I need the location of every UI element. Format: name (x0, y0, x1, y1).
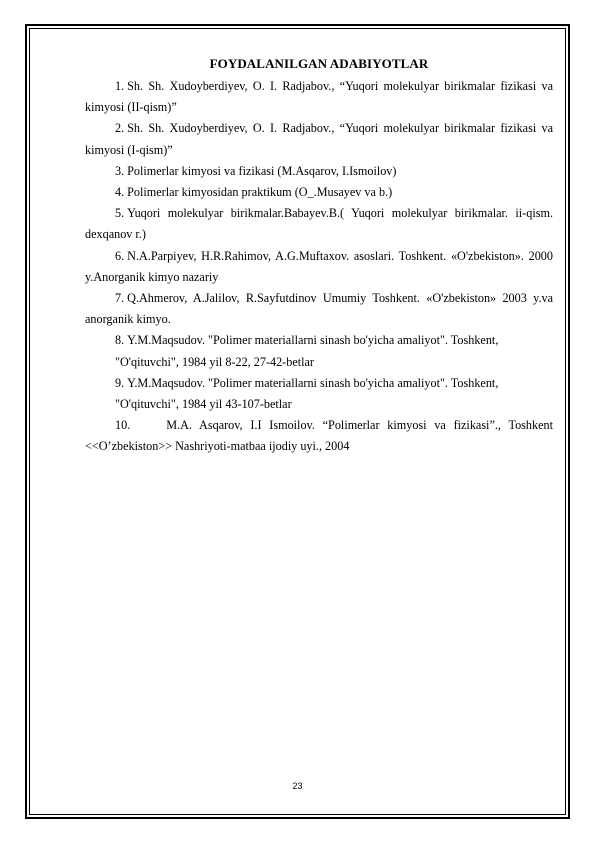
reference-number: 4. (115, 185, 125, 200)
page-number: 23 (292, 781, 303, 791)
reference-item (85, 246, 553, 288)
reference-number: 1. (115, 79, 125, 93)
reference-continuation: "O'qituvchi", 1984 yil 8-22, 27-42-betlar (115, 354, 314, 369)
reference-number: 6. (115, 248, 125, 263)
reference-item (85, 415, 553, 457)
reference-item (85, 373, 553, 394)
reference-continuation: "O'qituvchi", 1984 yil 43-107-betlar (115, 397, 292, 412)
reference-item (85, 203, 553, 245)
reference-text: N.A.Parpiyev, H.R.Rahimov, A.G.Muftaxov. asoslari. Toshkent. «O'zbekiston». 2000 y.Anorganik kimyo nazariy (85, 248, 553, 284)
reference-number: 8. (115, 333, 125, 348)
reference-number: 5. (115, 206, 125, 221)
reference-text: M.A. Asqarov, I.I Ismoilov. “Polimerlar kimyosi va fizikasi”., Toshkent <<O’zbekiston>> Nashriyoti-matbaa ijodiy uyi., 2004 (85, 418, 553, 454)
reference-text: Sh. Sh. Xudoyberdiyev, O. I. Radjabov., “Yuqori molekulyar birikmalar fizikasi va kimyosi (I-qism)” (85, 121, 553, 157)
reference-item (85, 118, 553, 160)
reference-number: 3. (115, 163, 125, 178)
reference-item (85, 161, 553, 182)
reference-text: Sh. Sh. Xudoyberdiyev, O. I. Radjabov., “Yuqori molekulyar birikmalar fizikasi va kimyosi (II-qism)” (85, 79, 553, 115)
reference-text: Polimerlar kimyosi va fizikasi (M.Asqarov, I.Ismoilov) (127, 163, 397, 178)
reference-text: Polimerlar kimyosidan praktikum (O_.Musayev va b.) (127, 185, 393, 200)
reference-number: 10. (115, 418, 131, 433)
reference-text: Yuqori molekulyar birikmalar.Babayev.B.( Yuqori molekulyar birikmalar. ii-qism. dexqanov r.) (85, 206, 553, 242)
reference-item (85, 288, 553, 330)
reference-text: Q.Ahmerov, A.Jalilov, R.Sayfutdinov Umumiy Toshkent. «O'zbekiston» 2003 y.va anorganik kimyo. (85, 291, 553, 327)
reference-item (85, 182, 553, 203)
reference-text: Y.M.Maqsudov. "Polimer materiallarni sinash bo'yicha amaliyot". Toshkent, (127, 375, 499, 390)
section-title: FOYDALANILGAN ADABIYOTLAR (209, 56, 429, 71)
reference-text: Y.M.Maqsudov. "Polimer materiallarni sinash bo'yicha amaliyot". Toshkent, (127, 333, 499, 348)
reference-number: 9. (115, 375, 125, 390)
reference-number: 2. (115, 121, 125, 136)
reference-number: 7. (115, 291, 125, 306)
references-section (85, 56, 553, 458)
reference-item (85, 330, 553, 351)
reference-item (85, 76, 553, 118)
